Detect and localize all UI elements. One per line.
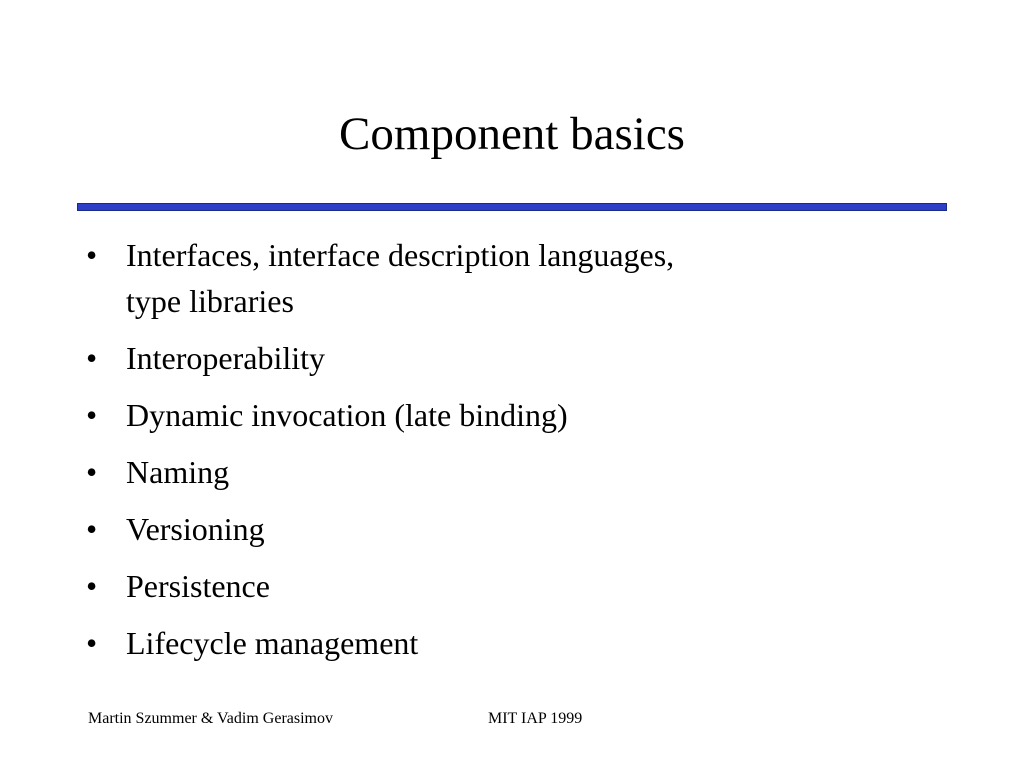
bullet-icon: • — [86, 454, 98, 490]
bullet-icon: • — [86, 511, 98, 547]
bullet-text: Lifecycle management — [126, 625, 419, 661]
list-item — [86, 506, 946, 552]
bullet-text: Versioning — [126, 511, 265, 547]
list-item — [86, 563, 946, 609]
footer-event: MIT IAP 1999 — [488, 710, 583, 727]
bullet-text: Naming — [126, 454, 230, 490]
bullet-text: Interfaces, interface description languages, — [126, 237, 675, 273]
footer-authors: Martin Szummer & Vadim Gerasimov — [88, 710, 333, 727]
bullet-list — [86, 232, 946, 677]
bullet-icon: • — [86, 625, 98, 661]
bullet-text: Persistence — [126, 568, 270, 604]
bullet-icon: • — [86, 237, 98, 273]
bullet-icon: • — [86, 568, 98, 604]
bullet-text: Dynamic invocation (late binding) — [126, 397, 568, 433]
title-divider — [77, 203, 947, 211]
list-item — [86, 392, 946, 438]
bullet-text-continuation: type libraries — [126, 283, 294, 319]
list-item — [86, 620, 946, 666]
bullet-text: Interoperability — [126, 340, 326, 376]
list-item — [86, 232, 946, 324]
slide-title: Component basics — [339, 108, 685, 160]
list-item — [86, 449, 946, 495]
bullet-icon: • — [86, 340, 98, 376]
bullet-icon: • — [86, 397, 98, 433]
list-item — [86, 335, 946, 381]
